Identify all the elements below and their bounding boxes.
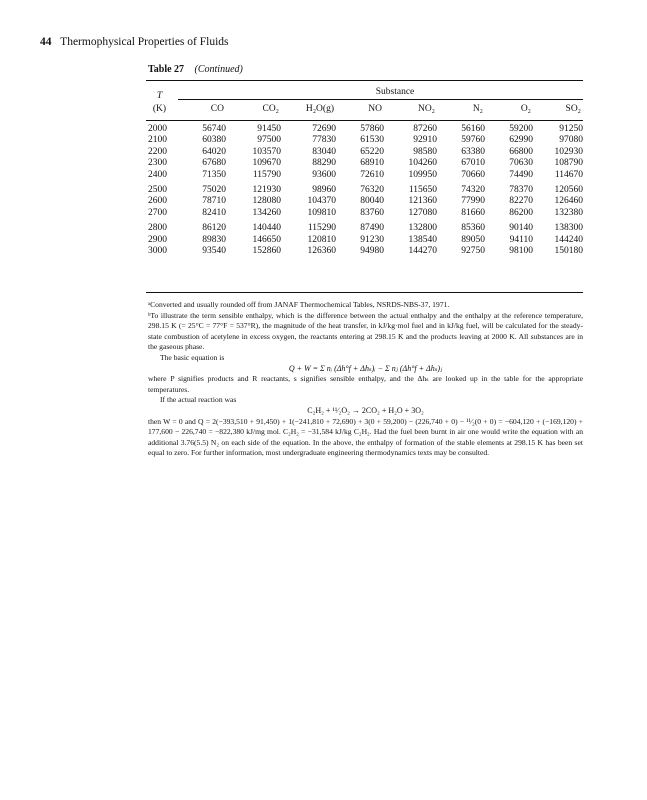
value-cell: 109670 [252, 158, 281, 169]
value-cell: 74320 [461, 185, 485, 196]
value-cell: 83760 [360, 207, 384, 218]
value-cell: 144240 [554, 234, 583, 245]
table-row [146, 235, 583, 246]
value-cell: 87260 [413, 124, 437, 134]
table-number: Table 27 [148, 64, 185, 75]
value-cell: 72690 [312, 124, 336, 134]
running-title: Thermophysical Properties of Fluids [60, 36, 229, 48]
value-cell: 86200 [509, 207, 533, 218]
table-row [146, 219, 583, 234]
table-row [146, 135, 583, 146]
value-cell: 63380 [461, 146, 485, 157]
value-cell: 91450 [257, 124, 281, 134]
value-cell: 115290 [307, 223, 336, 234]
value-cell: 150180 [554, 246, 583, 257]
value-cell: 132800 [408, 223, 437, 234]
value-cell: 93600 [312, 169, 336, 180]
column-header: NO₂ [417, 104, 435, 114]
table-title [148, 64, 243, 75]
temperature-cell: 2300 [148, 158, 167, 169]
data-table [146, 124, 583, 257]
value-cell: 81660 [461, 207, 485, 218]
substance-rule [178, 99, 583, 100]
table-row [146, 147, 583, 158]
page-number: 44 [40, 36, 52, 48]
table-row [146, 158, 583, 169]
value-cell: 132380 [554, 207, 583, 218]
value-cell: 71350 [202, 169, 226, 180]
value-cell: 98580 [413, 146, 437, 157]
value-cell: 67680 [202, 158, 226, 169]
value-cell: 89830 [202, 234, 226, 245]
value-cell: 62990 [509, 135, 533, 146]
value-cell: 121360 [408, 196, 437, 207]
value-cell: 128080 [252, 196, 281, 207]
footnote-b: ᵇTo illustrate the term sensible enthalpy, which is the difference between the actual enthalpy and the enthalpy at the reference temperature, 298.15 K (= 25°C = 77°F = 537°R), the magnitude of the heat transfer, in kJ/kg·mol fuel and in kJ/kg fuel, will be calculated for the steady-state combustion of acetylene in excess oxygen, the reactants entering at 298.15 K and the products leaving at 2000 K. All substances are in the gaseous phase. [148, 310, 583, 352]
value-cell: 65220 [360, 146, 384, 157]
value-cell: 144270 [408, 246, 437, 257]
temperature-cell: 2100 [148, 135, 167, 146]
table-row [146, 181, 583, 196]
value-cell: 138540 [408, 234, 437, 245]
table-bottom-rule [146, 292, 583, 293]
value-cell: 86120 [202, 223, 226, 234]
table-row [146, 196, 583, 207]
table-row [146, 170, 583, 181]
value-cell: 59200 [509, 124, 533, 134]
value-cell: 97080 [559, 135, 583, 146]
value-cell: 108790 [554, 158, 583, 169]
table-notes [148, 300, 583, 459]
value-cell: 77830 [312, 135, 336, 146]
value-cell: 66800 [509, 146, 533, 157]
temperature-cell: 2700 [148, 207, 167, 218]
column-header: CO₂ [262, 104, 279, 114]
substance-header: Substance [375, 87, 415, 97]
column-header: CO [210, 104, 224, 114]
value-cell: 76320 [360, 185, 384, 196]
running-header [40, 36, 229, 48]
value-cell: 140440 [252, 223, 281, 234]
value-cell: 74490 [509, 169, 533, 180]
then-text: then W = 0 and Q = 2(−393,510 + 91,450) + 1(−241,810 + 72,690) + 3(0 + 59,200) − (226,740 + 0) − ¹¹⁄₂(0 + 0) = −604,120 + (−169,120) + 177,600 − 226,740 = −822,380 kJ/mg mol. C₂H₂ = −31,584 kJ/kg C₂H₂. Had the fuel been burnt in air one would write the equation with an additional 3.76(5.5) N₂ on each side of the equation. In the above, the enthalpy of formation of the stable elements at 298.15 K has been set equal to zero. For further information, most undergraduate engineering thermodynamics texts may be consulted. [148, 416, 583, 458]
value-cell: 138300 [554, 223, 583, 234]
value-cell: 56740 [202, 124, 226, 134]
value-cell: 102930 [554, 146, 583, 157]
temperature-cell: 2500 [148, 185, 167, 196]
value-cell: 70630 [509, 158, 533, 169]
value-cell: 104370 [307, 196, 336, 207]
value-cell: 77990 [461, 196, 485, 207]
value-cell: 134260 [252, 207, 281, 218]
value-cell: 80040 [360, 196, 384, 207]
value-cell: 82270 [509, 196, 533, 207]
value-cell: 92910 [413, 135, 437, 146]
value-cell: 93540 [202, 246, 226, 257]
value-cell: 82410 [202, 207, 226, 218]
value-cell: 127080 [408, 207, 437, 218]
value-cell: 83040 [312, 146, 336, 157]
table-row [146, 208, 583, 219]
value-cell: 87490 [360, 223, 384, 234]
value-cell: 75020 [202, 185, 226, 196]
value-cell: 60380 [202, 135, 226, 146]
energy-equation: Q + W = Σ nᵢ (Δh°f + Δhₛ)ᵢ − Σ nⱼ (Δh°f + Δhₛ)ⱼ [288, 363, 443, 373]
footnote-a: ᵃConverted and usually rounded off from JANAF Thermochemical Tables, NSRDS-NBS-37, 1971. [148, 300, 450, 309]
value-cell: 98960 [312, 185, 336, 196]
value-cell: 120810 [307, 234, 336, 245]
temperature-cell: 3000 [148, 246, 167, 257]
value-cell: 109810 [307, 207, 336, 218]
value-cell: 109950 [408, 169, 437, 180]
temperature-cell: 2900 [148, 234, 167, 245]
value-cell: 72610 [360, 169, 384, 180]
t-unit-header: (K) [152, 104, 167, 114]
column-header: O₂ [520, 104, 531, 114]
value-cell: 114670 [554, 169, 583, 180]
reaction-equation: C₂H₂ + ¹¹⁄₂O₂ → 2CO₂ + H₂O + 3O₂ [307, 405, 424, 415]
value-cell: 126460 [554, 196, 583, 207]
basic-eq-intro: The basic equation is [160, 352, 225, 362]
temperature-cell: 2400 [148, 169, 167, 180]
temperature-cell: 2000 [148, 124, 167, 134]
value-cell: 120560 [554, 185, 583, 196]
value-cell: 152860 [252, 246, 281, 257]
value-cell: 78370 [509, 185, 533, 196]
column-header: NO [368, 104, 382, 114]
value-cell: 98100 [509, 246, 533, 257]
temperature-cell: 2800 [148, 223, 167, 234]
value-cell: 88290 [312, 158, 336, 169]
column-header: SO₂ [565, 104, 581, 114]
value-cell: 94980 [360, 246, 384, 257]
value-cell: 61530 [360, 135, 384, 146]
value-cell: 115650 [408, 185, 437, 196]
value-cell: 126360 [307, 246, 336, 257]
table-row [146, 246, 583, 257]
value-cell: 103570 [252, 146, 281, 157]
value-cell: 56160 [461, 124, 485, 134]
value-cell: 85360 [461, 223, 485, 234]
value-cell: 91230 [360, 234, 384, 245]
table-row [146, 124, 583, 135]
column-header: H₂O(g) [305, 104, 334, 114]
value-cell: 94110 [509, 234, 533, 245]
t-header: T [156, 91, 163, 101]
value-cell: 78710 [202, 196, 226, 207]
temperature-cell: 2600 [148, 196, 167, 207]
value-cell: 146650 [252, 234, 281, 245]
value-cell: 92750 [461, 246, 485, 257]
value-cell: 64020 [202, 146, 226, 157]
value-cell: 104260 [408, 158, 437, 169]
value-cell: 57860 [360, 124, 384, 134]
value-cell: 91250 [559, 124, 583, 134]
header-bottom-rule [146, 120, 583, 121]
value-cell: 90140 [509, 223, 533, 234]
if-intro: If the actual reaction was [160, 395, 237, 405]
value-cell: 59760 [461, 135, 485, 146]
value-cell: 68910 [360, 158, 384, 169]
value-cell: 89050 [461, 234, 485, 245]
value-cell: 70660 [461, 169, 485, 180]
value-cell: 115790 [252, 169, 281, 180]
value-cell: 97500 [257, 135, 281, 146]
table-continued: (Continued) [194, 64, 243, 75]
temperature-cell: 2200 [148, 146, 167, 157]
value-cell: 121930 [252, 185, 281, 196]
table-top-rule [146, 80, 583, 81]
column-header: N₂ [472, 104, 483, 114]
where-text: where P signifies products and R reactants, s signifies sensible enthalpy, and the Δhₛ are looked up in the table for the appropriate temperatures. [148, 374, 583, 394]
value-cell: 67010 [461, 158, 485, 169]
